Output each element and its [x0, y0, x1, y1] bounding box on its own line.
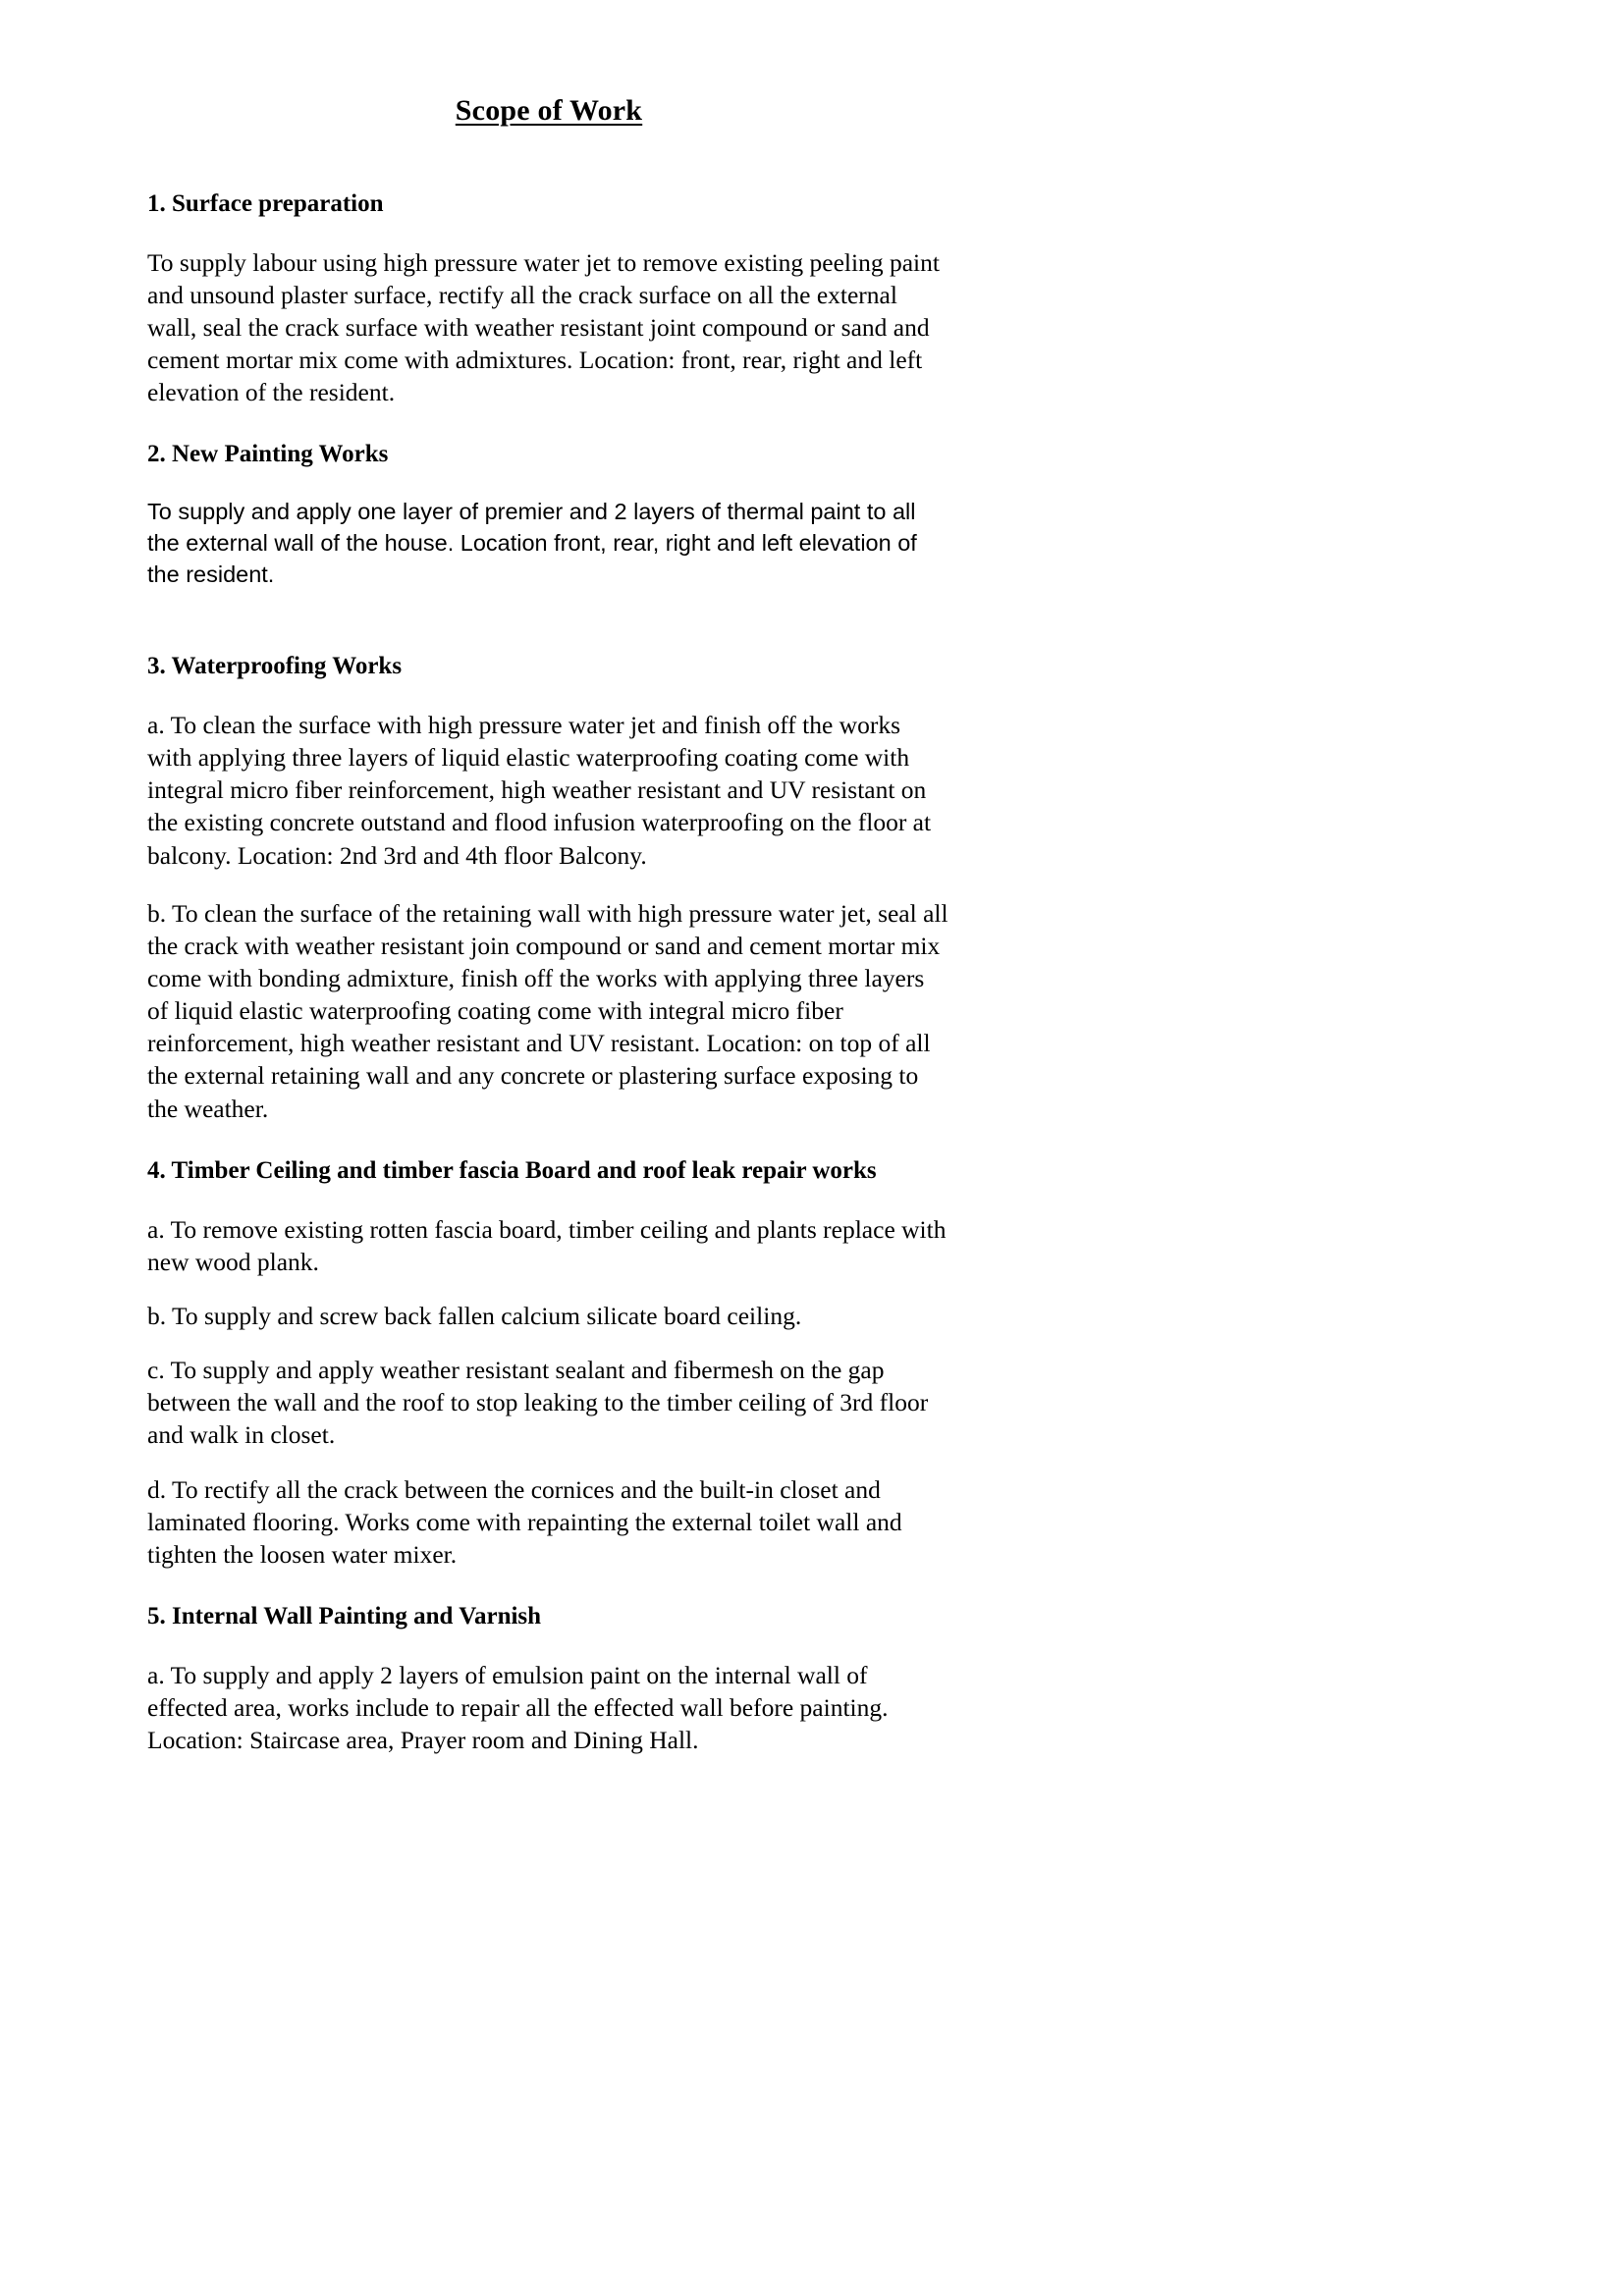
section-4-paragraph-c: c. To supply and apply weather resistant sealant and fibermesh on the gap between the wall and the roof to stop leaking to the timber ceiling of 3rd floor and walk in closet.: [147, 1356, 929, 1450]
section-3-paragraph-b: b. To clean the surface of the retaining wall with high pressure water jet, seal all the crack with weather resistant join compound or sand and cement mortar mix come with bonding admixture, finish off the works with applying three layers of liquid elastic waterproofing coating come with integral micro fiber reinforcement, high weather resistant and UV resistant. Location: on top of all the external retaining wall and any concrete or plastering surface exposing to the weather.: [147, 898, 948, 1123]
document-body: [147, 94, 950, 1756]
section-4: [147, 1156, 950, 1571]
section-5-paragraph-a: a. To supply and apply 2 layers of emulsion paint on the internal wall of effected area, works include to repair all the effected wall before painting. Location: Staircase area, Prayer room and Dining Hall.: [147, 1661, 889, 1755]
section-2-heading: 2. New Painting Works: [147, 441, 389, 468]
section-2: [147, 440, 950, 591]
section-5-heading: 5. Internal Wall Painting and Varnish: [147, 1603, 542, 1630]
section-3-heading: 3. Waterproofing Works: [147, 653, 403, 680]
section-4-paragraph-a: a. To remove existing rotten fascia board, timber ceiling and plants replace with new wood plank.: [147, 1214, 947, 1276]
section-2-paragraph-1: To supply and apply one layer of premier and 2 layers of thermal paint to all the external wall of the house. Location front, rear, right and left elevation of the resident.: [147, 499, 917, 588]
page-title: [147, 94, 950, 129]
section-4-paragraph-b: b. To supply and screw back fallen calcium silicate board ceiling.: [147, 1302, 802, 1331]
section-4-heading: 4. Timber Ceiling and timber fascia Board and roof leak repair works: [147, 1156, 877, 1184]
section-1: [147, 189, 950, 409]
section-1-paragraph-1: To supply labour using high pressure water jet to remove existing peeling paint and unsound plaster surface, rectify all the crack surface on all the external wall, seal the crack surface with weather resistant joint compound or sand and cement mortar mix come with admixtures. Location: front, rear, right and left elevation of the resident.: [147, 247, 940, 407]
page-title-text: Scope of Work: [455, 94, 643, 127]
section-3-paragraph-a: a. To clean the surface with high pressure water jet and finish off the works with applying three layers of liquid elastic waterproofing coating come with integral micro fiber reinforcement, high weather resistant and UV resistant on the existing concrete outstand and flood infusion waterproofing on the floor at balcony. Location: 2nd 3rd and 4th floor Balcony.: [147, 711, 932, 870]
section-5: [147, 1602, 950, 1756]
section-4-paragraph-d: d. To rectify all the crack between the cornices and the built-in closet and laminated flooring. Works come with repainting the external toilet wall and tighten the loosen water mixer.: [147, 1474, 902, 1569]
section-1-heading: 1. Surface preparation: [147, 189, 384, 217]
section-3: [147, 652, 950, 1125]
